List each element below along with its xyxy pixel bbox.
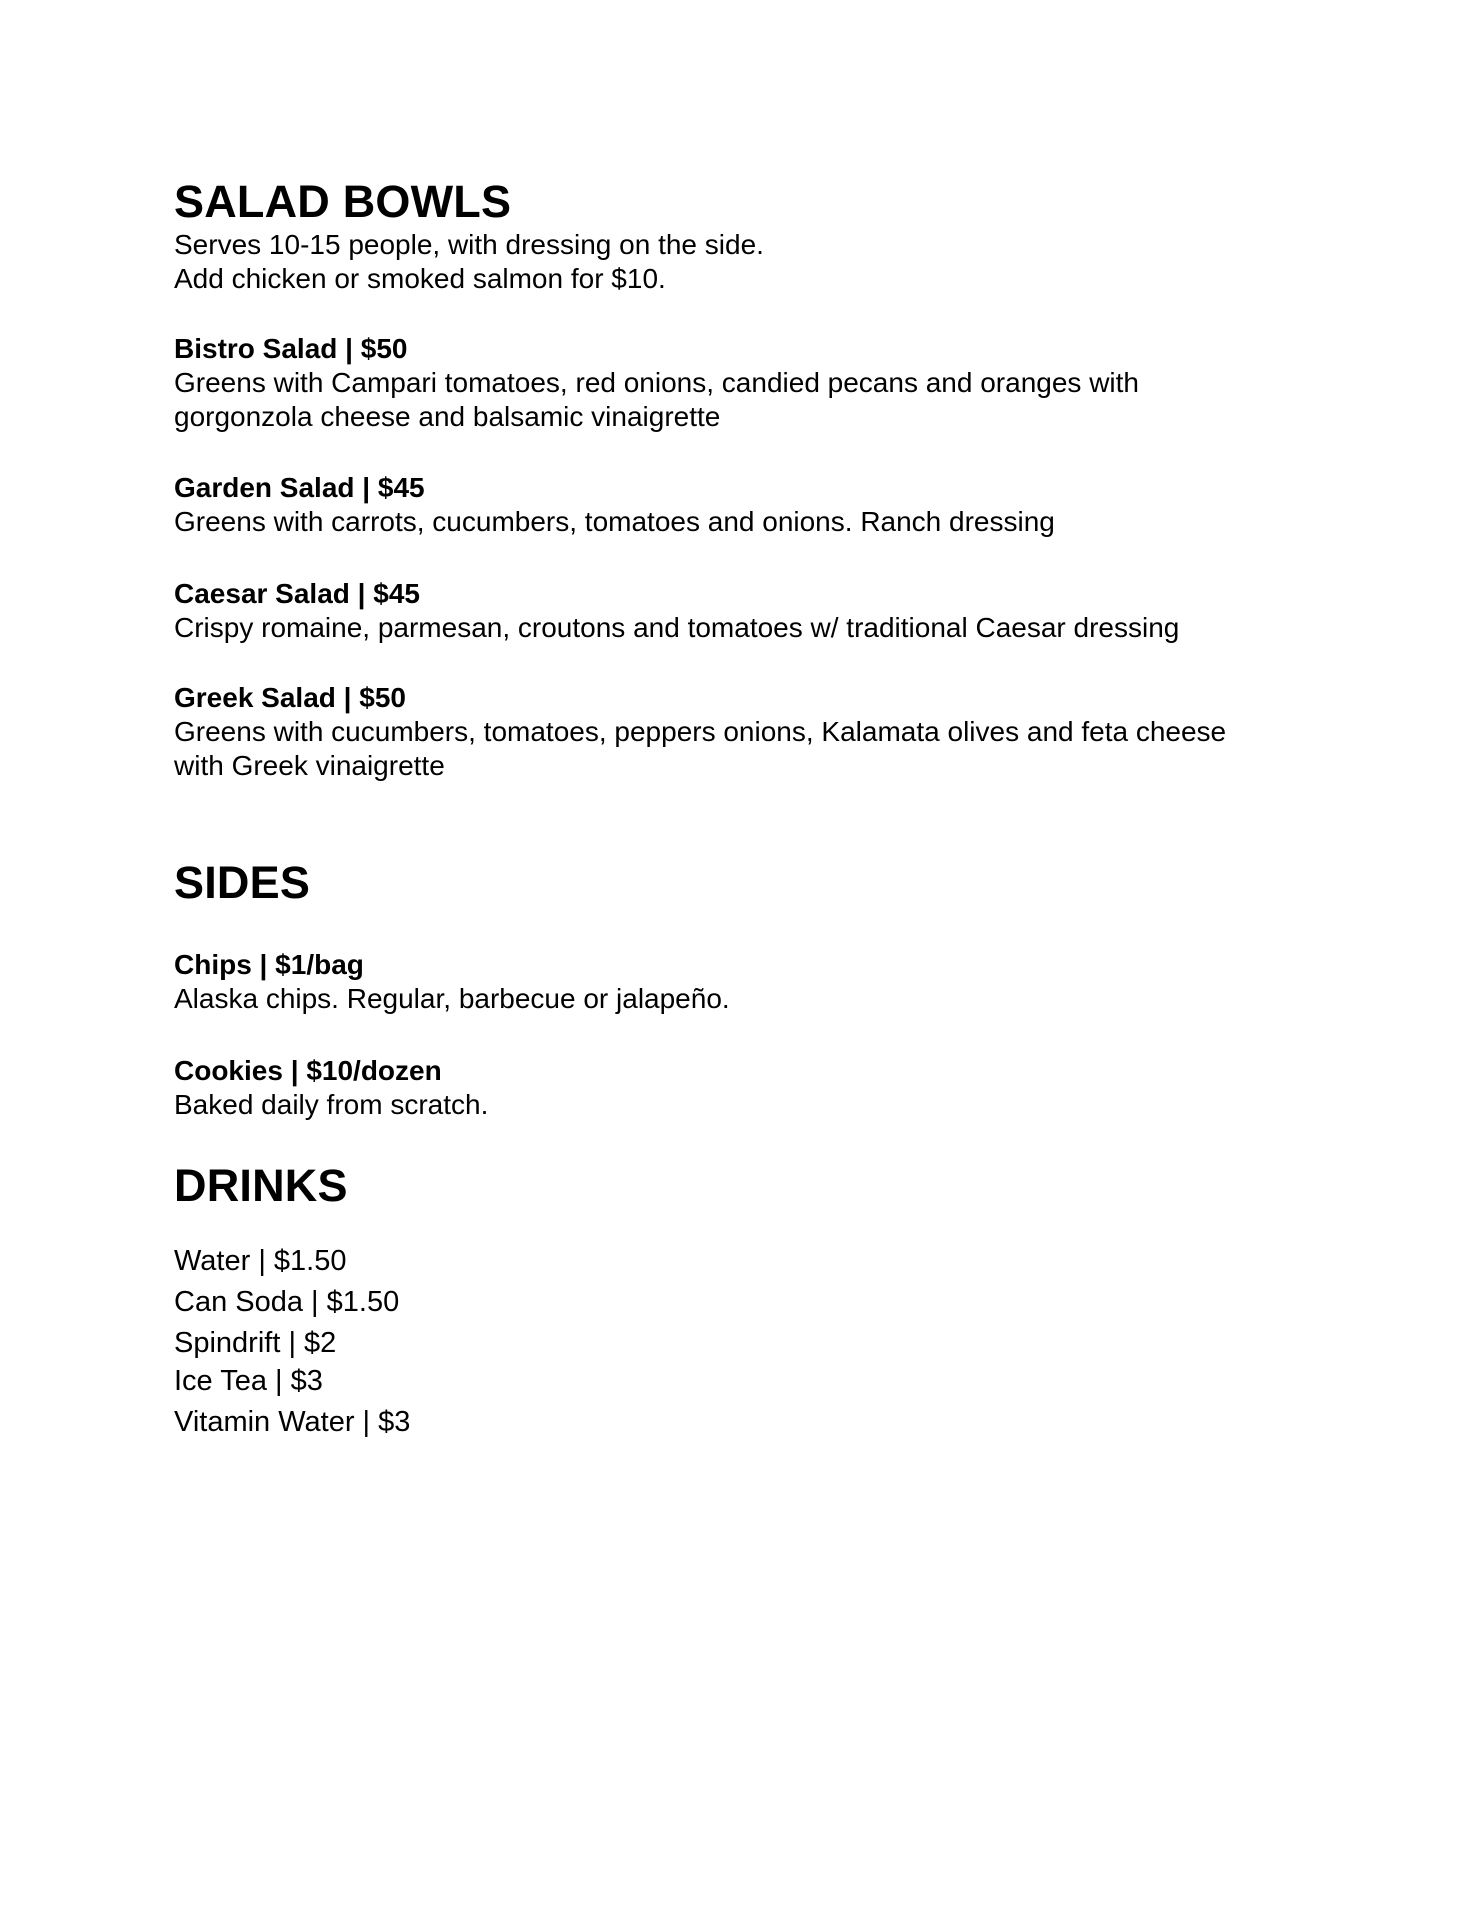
salad-bowls-heading: SALAD BOWLS <box>174 176 512 227</box>
drink-item: Water | $1.50 <box>174 1245 347 1277</box>
caesar-salad-title: Caesar Salad | $45 <box>174 578 420 609</box>
bistro-salad-description: gorgonzola cheese and balsamic vinaigrette <box>174 401 721 432</box>
bistro-salad-title: Bistro Salad | $50 <box>174 333 408 364</box>
sides-heading: SIDES <box>174 857 311 908</box>
cookies-description: Baked daily from scratch. <box>174 1089 489 1120</box>
greek-salad-description: with Greek vinaigrette <box>174 750 445 781</box>
salad-bowls-intro-line: Add chicken or smoked salmon for $10. <box>174 263 666 294</box>
chips-description: Alaska chips. Regular, barbecue or jalapeño. <box>174 983 730 1014</box>
salad-bowls-intro-line: Serves 10-15 people, with dressing on the side. <box>174 229 764 260</box>
drink-item: Can Soda | $1.50 <box>174 1286 400 1318</box>
garden-salad-description: Greens with carrots, cucumbers, tomatoes and onions. Ranch dressing <box>174 506 1055 537</box>
greek-salad-description: Greens with cucumbers, tomatoes, peppers onions, Kalamata olives and feta cheese <box>174 716 1227 747</box>
drink-item: Ice Tea | $3 <box>174 1365 323 1397</box>
drink-item: Vitamin Water | $3 <box>174 1406 411 1438</box>
garden-salad-title: Garden Salad | $45 <box>174 472 425 503</box>
drinks-heading: DRINKS <box>174 1160 348 1211</box>
cookies-title: Cookies | $10/dozen <box>174 1055 442 1086</box>
greek-salad-title: Greek Salad | $50 <box>174 682 406 713</box>
caesar-salad-description: Crispy romaine, parmesan, croutons and tomatoes w/ traditional Caesar dressing <box>174 612 1180 643</box>
bistro-salad-description: Greens with Campari tomatoes, red onions, candied pecans and oranges with <box>174 367 1139 398</box>
chips-title: Chips | $1/bag <box>174 949 364 980</box>
drink-item: Spindrift | $2 <box>174 1327 337 1359</box>
